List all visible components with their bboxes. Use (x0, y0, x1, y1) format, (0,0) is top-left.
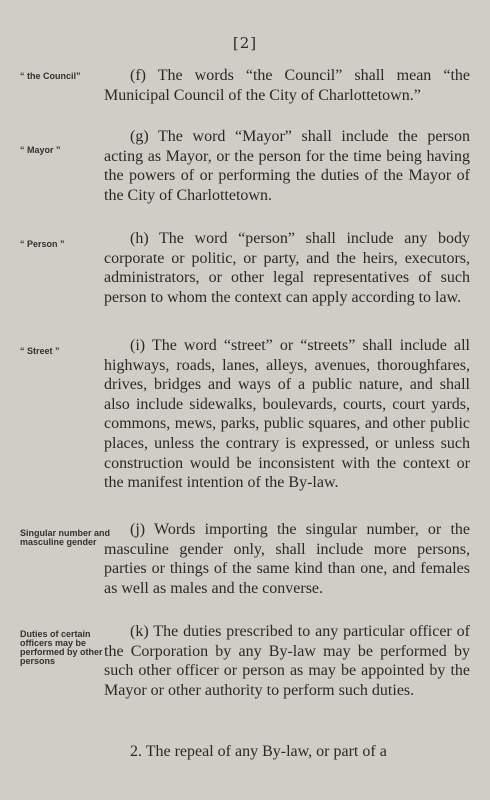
margin-note-singular: Singular number and masculine gender (20, 528, 111, 547)
margin-note-mayor: “ Mayor ” (20, 145, 61, 155)
paragraph-h: (h) The word “person” shall include any body corporate or politic, or party, and the heirs, executors, administrators, or other legal representatives of such person to whom the context can apply according to law. (104, 230, 470, 306)
paragraph-g: (g) The word “Mayor” shall include the person acting as Mayor, or the person for the time being having the powers of or performing the duties of the Mayor of the City of Charlottetown. (104, 128, 470, 204)
page-number: [2] (232, 34, 258, 52)
margin-note-person: “ Person ” (20, 239, 65, 249)
margin-note-duties: Duties of certain officers may be performed by other persons (20, 629, 103, 666)
paragraph-j: (j) Words importing the singular number, or the masculine gender only, shall include more persons, parties or things of the same kind than one, and females as well as males and the converse. (104, 521, 470, 597)
paragraph-f: (f) The words “the Council” shall mean “the Municipal Council of the City of Charlottetown.” (104, 67, 470, 104)
paragraph-2: 2. The repeal of any By-law, or part of a (130, 743, 387, 760)
margin-note-street: “ Street ” (20, 346, 60, 356)
margin-note-council: “ the Council” (20, 71, 81, 81)
paragraph-k: (k) The duties prescribed to any particular officer of the Corporation by any By-law may be performed by such other officer or person as may be appointed by the Mayor or other authority to perform such duties. (104, 623, 470, 699)
paragraph-i: (i) The word “street” or “streets” shall include all highways, roads, lanes, alleys, avenues, thoroughfares, drives, bridges and ways of a public nature, and shall also include sidewalks, boulevards, courts, court yards, commons, mews, parks, public squares, and other public places, unless the contrary is expressed, or unless such construction would be inconsistent with the context or the manifest intention of the By-law. (104, 337, 470, 492)
